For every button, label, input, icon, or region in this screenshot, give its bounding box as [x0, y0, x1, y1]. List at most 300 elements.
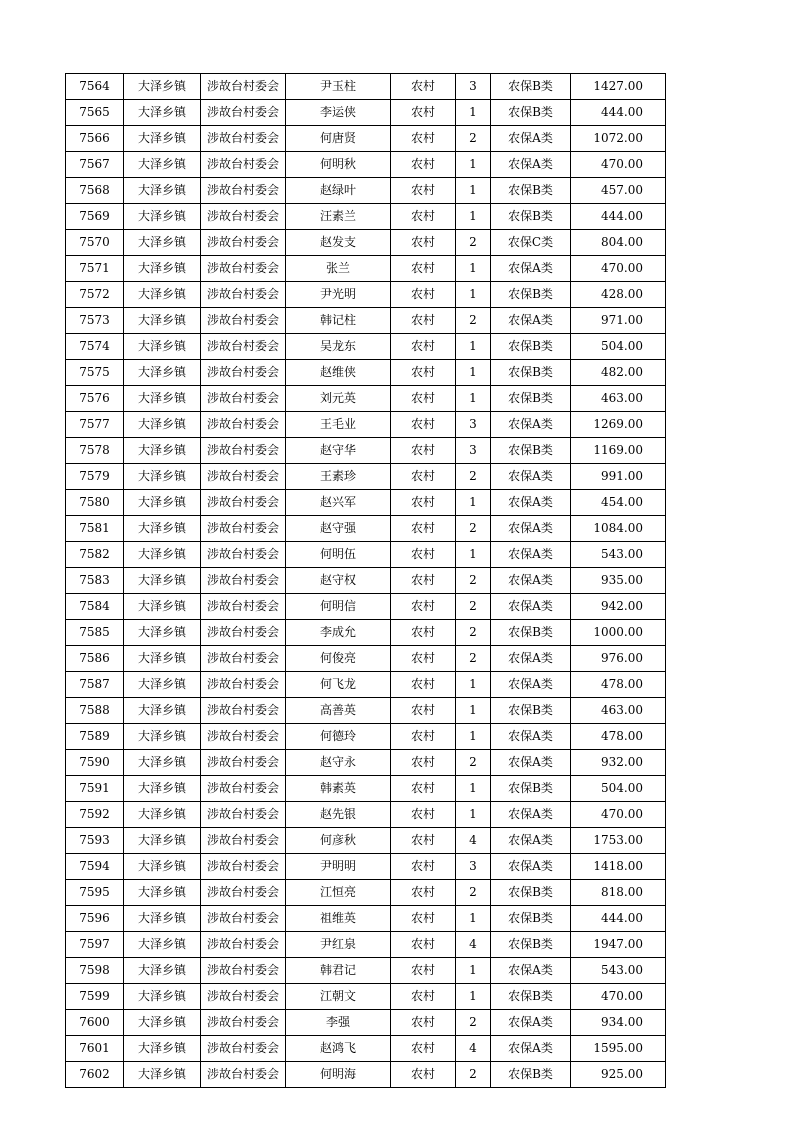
- cell-village: 涉故台村委会: [201, 984, 286, 1010]
- cell-residence: 农村: [391, 334, 456, 360]
- cell-amount: 1269.00: [571, 412, 666, 438]
- cell-name: 祖维英: [286, 906, 391, 932]
- cell-residence: 农村: [391, 802, 456, 828]
- cell-category: 农保A类: [491, 1010, 571, 1036]
- cell-count: 3: [456, 412, 491, 438]
- cell-township: 大泽乡镇: [124, 594, 201, 620]
- table-row: [66, 204, 666, 230]
- table-row: [66, 776, 666, 802]
- cell-residence: 农村: [391, 568, 456, 594]
- cell-name: 张兰: [286, 256, 391, 282]
- cell-category: 农保A类: [491, 542, 571, 568]
- cell-category: 农保B类: [491, 178, 571, 204]
- cell-residence: 农村: [391, 178, 456, 204]
- cell-township: 大泽乡镇: [124, 932, 201, 958]
- cell-category: 农保B类: [491, 204, 571, 230]
- cell-amount: 976.00: [571, 646, 666, 672]
- cell-name: 赵先银: [286, 802, 391, 828]
- cell-category: 农保A类: [491, 854, 571, 880]
- cell-name: 江恒亮: [286, 880, 391, 906]
- cell-category: 农保B类: [491, 932, 571, 958]
- cell-count: 4: [456, 932, 491, 958]
- cell-township: 大泽乡镇: [124, 464, 201, 490]
- cell-name: 韩君记: [286, 958, 391, 984]
- cell-name: 赵守华: [286, 438, 391, 464]
- cell-category: 农保A类: [491, 1036, 571, 1062]
- cell-residence: 农村: [391, 100, 456, 126]
- cell-category: 农保A类: [491, 724, 571, 750]
- cell-township: 大泽乡镇: [124, 412, 201, 438]
- cell-village: 涉故台村委会: [201, 126, 286, 152]
- cell-id: 7574: [66, 334, 124, 360]
- cell-name: 尹玉柱: [286, 74, 391, 100]
- cell-amount: 470.00: [571, 256, 666, 282]
- cell-township: 大泽乡镇: [124, 906, 201, 932]
- cell-id: 7571: [66, 256, 124, 282]
- table-row: [66, 490, 666, 516]
- table-row: [66, 412, 666, 438]
- cell-village: 涉故台村委会: [201, 74, 286, 100]
- cell-category: 农保B类: [491, 1062, 571, 1088]
- cell-count: 2: [456, 230, 491, 256]
- cell-village: 涉故台村委会: [201, 646, 286, 672]
- table-row: [66, 1010, 666, 1036]
- cell-name: 赵兴军: [286, 490, 391, 516]
- cell-category: 农保B类: [491, 360, 571, 386]
- cell-residence: 农村: [391, 594, 456, 620]
- table-row: [66, 750, 666, 776]
- cell-category: 农保A类: [491, 412, 571, 438]
- cell-count: 1: [456, 490, 491, 516]
- cell-id: 7566: [66, 126, 124, 152]
- cell-township: 大泽乡镇: [124, 854, 201, 880]
- cell-amount: 482.00: [571, 360, 666, 386]
- cell-id: 7598: [66, 958, 124, 984]
- table-row: [66, 724, 666, 750]
- cell-residence: 农村: [391, 412, 456, 438]
- cell-residence: 农村: [391, 958, 456, 984]
- cell-residence: 农村: [391, 1010, 456, 1036]
- cell-name: 赵守永: [286, 750, 391, 776]
- cell-category: 农保B类: [491, 984, 571, 1010]
- cell-name: 尹光明: [286, 282, 391, 308]
- cell-residence: 农村: [391, 672, 456, 698]
- cell-township: 大泽乡镇: [124, 1010, 201, 1036]
- cell-residence: 农村: [391, 776, 456, 802]
- cell-township: 大泽乡镇: [124, 958, 201, 984]
- cell-name: 赵鸿飞: [286, 1036, 391, 1062]
- cell-amount: 932.00: [571, 750, 666, 776]
- cell-id: 7585: [66, 620, 124, 646]
- cell-residence: 农村: [391, 698, 456, 724]
- cell-village: 涉故台村委会: [201, 906, 286, 932]
- cell-amount: 470.00: [571, 802, 666, 828]
- cell-category: 农保A类: [491, 594, 571, 620]
- cell-count: 1: [456, 906, 491, 932]
- cell-township: 大泽乡镇: [124, 256, 201, 282]
- cell-township: 大泽乡镇: [124, 438, 201, 464]
- cell-count: 2: [456, 750, 491, 776]
- cell-id: 7601: [66, 1036, 124, 1062]
- cell-id: 7567: [66, 152, 124, 178]
- cell-residence: 农村: [391, 386, 456, 412]
- cell-name: 赵守强: [286, 516, 391, 542]
- cell-name: 李运侠: [286, 100, 391, 126]
- cell-amount: 935.00: [571, 568, 666, 594]
- cell-township: 大泽乡镇: [124, 750, 201, 776]
- cell-name: 汪素兰: [286, 204, 391, 230]
- cell-amount: 478.00: [571, 724, 666, 750]
- cell-id: 7594: [66, 854, 124, 880]
- cell-village: 涉故台村委会: [201, 490, 286, 516]
- cell-amount: 1169.00: [571, 438, 666, 464]
- cell-village: 涉故台村委会: [201, 516, 286, 542]
- cell-residence: 农村: [391, 542, 456, 568]
- table-row: [66, 178, 666, 204]
- cell-id: 7569: [66, 204, 124, 230]
- table-row: [66, 334, 666, 360]
- cell-category: 农保A类: [491, 516, 571, 542]
- cell-amount: 463.00: [571, 386, 666, 412]
- cell-count: 1: [456, 698, 491, 724]
- cell-category: 农保A类: [491, 672, 571, 698]
- records-table: [65, 73, 666, 1088]
- cell-category: 农保C类: [491, 230, 571, 256]
- cell-name: 王素珍: [286, 464, 391, 490]
- cell-name: 赵绿叶: [286, 178, 391, 204]
- cell-residence: 农村: [391, 464, 456, 490]
- cell-village: 涉故台村委会: [201, 282, 286, 308]
- cell-township: 大泽乡镇: [124, 360, 201, 386]
- cell-count: 4: [456, 828, 491, 854]
- cell-id: 7564: [66, 74, 124, 100]
- cell-category: 农保A类: [491, 828, 571, 854]
- cell-id: 7595: [66, 880, 124, 906]
- cell-name: 刘元英: [286, 386, 391, 412]
- cell-township: 大泽乡镇: [124, 1036, 201, 1062]
- cell-village: 涉故台村委会: [201, 958, 286, 984]
- cell-township: 大泽乡镇: [124, 776, 201, 802]
- cell-id: 7584: [66, 594, 124, 620]
- cell-name: 江朝文: [286, 984, 391, 1010]
- cell-count: 2: [456, 516, 491, 542]
- cell-village: 涉故台村委会: [201, 568, 286, 594]
- cell-residence: 农村: [391, 828, 456, 854]
- cell-amount: 1084.00: [571, 516, 666, 542]
- cell-residence: 农村: [391, 854, 456, 880]
- table-row: [66, 698, 666, 724]
- cell-residence: 农村: [391, 152, 456, 178]
- cell-residence: 农村: [391, 906, 456, 932]
- cell-count: 1: [456, 776, 491, 802]
- cell-residence: 农村: [391, 1062, 456, 1088]
- cell-village: 涉故台村委会: [201, 542, 286, 568]
- cell-count: 1: [456, 802, 491, 828]
- cell-amount: 1947.00: [571, 932, 666, 958]
- cell-id: 7582: [66, 542, 124, 568]
- cell-category: 农保B类: [491, 906, 571, 932]
- cell-id: 7573: [66, 308, 124, 334]
- cell-count: 2: [456, 126, 491, 152]
- table-row: [66, 230, 666, 256]
- cell-residence: 农村: [391, 880, 456, 906]
- cell-village: 涉故台村委会: [201, 412, 286, 438]
- cell-village: 涉故台村委会: [201, 1062, 286, 1088]
- table-row: [66, 594, 666, 620]
- cell-township: 大泽乡镇: [124, 126, 201, 152]
- cell-category: 农保B类: [491, 100, 571, 126]
- cell-village: 涉故台村委会: [201, 620, 286, 646]
- cell-id: 7577: [66, 412, 124, 438]
- cell-amount: 543.00: [571, 542, 666, 568]
- cell-category: 农保B类: [491, 880, 571, 906]
- cell-count: 2: [456, 880, 491, 906]
- cell-township: 大泽乡镇: [124, 620, 201, 646]
- cell-township: 大泽乡镇: [124, 308, 201, 334]
- cell-category: 农保A类: [491, 126, 571, 152]
- cell-village: 涉故台村委会: [201, 308, 286, 334]
- cell-amount: 942.00: [571, 594, 666, 620]
- cell-id: 7592: [66, 802, 124, 828]
- cell-amount: 934.00: [571, 1010, 666, 1036]
- table-row: [66, 646, 666, 672]
- cell-count: 2: [456, 464, 491, 490]
- cell-id: 7589: [66, 724, 124, 750]
- cell-id: 7580: [66, 490, 124, 516]
- cell-village: 涉故台村委会: [201, 1036, 286, 1062]
- cell-id: 7570: [66, 230, 124, 256]
- cell-id: 7568: [66, 178, 124, 204]
- cell-township: 大泽乡镇: [124, 646, 201, 672]
- cell-township: 大泽乡镇: [124, 334, 201, 360]
- cell-count: 1: [456, 282, 491, 308]
- cell-township: 大泽乡镇: [124, 74, 201, 100]
- cell-count: 4: [456, 1036, 491, 1062]
- table-row: [66, 958, 666, 984]
- cell-amount: 1072.00: [571, 126, 666, 152]
- cell-id: 7602: [66, 1062, 124, 1088]
- table-sheet: [65, 73, 666, 1088]
- cell-village: 涉故台村委会: [201, 594, 286, 620]
- cell-count: 1: [456, 984, 491, 1010]
- cell-category: 农保A类: [491, 646, 571, 672]
- cell-amount: 463.00: [571, 698, 666, 724]
- cell-amount: 543.00: [571, 958, 666, 984]
- cell-count: 1: [456, 152, 491, 178]
- cell-count: 2: [456, 594, 491, 620]
- table-row: [66, 672, 666, 698]
- cell-id: 7578: [66, 438, 124, 464]
- cell-amount: 470.00: [571, 152, 666, 178]
- cell-amount: 504.00: [571, 776, 666, 802]
- cell-category: 农保B类: [491, 386, 571, 412]
- cell-category: 农保A类: [491, 568, 571, 594]
- cell-township: 大泽乡镇: [124, 178, 201, 204]
- cell-township: 大泽乡镇: [124, 1062, 201, 1088]
- cell-id: 7590: [66, 750, 124, 776]
- cell-village: 涉故台村委会: [201, 178, 286, 204]
- cell-id: 7581: [66, 516, 124, 542]
- table-row: [66, 802, 666, 828]
- cell-id: 7599: [66, 984, 124, 1010]
- cell-count: 2: [456, 308, 491, 334]
- table-row: [66, 880, 666, 906]
- table-row: [66, 542, 666, 568]
- table-row: [66, 984, 666, 1010]
- cell-village: 涉故台村委会: [201, 724, 286, 750]
- cell-township: 大泽乡镇: [124, 490, 201, 516]
- table-row: [66, 906, 666, 932]
- cell-township: 大泽乡镇: [124, 542, 201, 568]
- table-row: [66, 1062, 666, 1088]
- cell-amount: 818.00: [571, 880, 666, 906]
- cell-count: 1: [456, 724, 491, 750]
- table-row: [66, 386, 666, 412]
- cell-village: 涉故台村委会: [201, 464, 286, 490]
- cell-count: 1: [456, 360, 491, 386]
- cell-residence: 农村: [391, 750, 456, 776]
- cell-id: 7565: [66, 100, 124, 126]
- cell-category: 农保B类: [491, 74, 571, 100]
- table-row: [66, 74, 666, 100]
- cell-village: 涉故台村委会: [201, 828, 286, 854]
- cell-township: 大泽乡镇: [124, 230, 201, 256]
- cell-village: 涉故台村委会: [201, 204, 286, 230]
- cell-township: 大泽乡镇: [124, 698, 201, 724]
- cell-category: 农保B类: [491, 698, 571, 724]
- cell-village: 涉故台村委会: [201, 1010, 286, 1036]
- cell-category: 农保A类: [491, 256, 571, 282]
- cell-village: 涉故台村委会: [201, 698, 286, 724]
- cell-count: 1: [456, 958, 491, 984]
- cell-village: 涉故台村委会: [201, 438, 286, 464]
- cell-township: 大泽乡镇: [124, 100, 201, 126]
- cell-residence: 农村: [391, 646, 456, 672]
- cell-category: 农保A类: [491, 308, 571, 334]
- cell-name: 韩记柱: [286, 308, 391, 334]
- cell-village: 涉故台村委会: [201, 334, 286, 360]
- cell-amount: 428.00: [571, 282, 666, 308]
- table-row: [66, 256, 666, 282]
- cell-id: 7576: [66, 386, 124, 412]
- table-row: [66, 828, 666, 854]
- cell-village: 涉故台村委会: [201, 360, 286, 386]
- table-row: [66, 308, 666, 334]
- cell-residence: 农村: [391, 256, 456, 282]
- table-row: [66, 932, 666, 958]
- cell-name: 赵守权: [286, 568, 391, 594]
- cell-id: 7586: [66, 646, 124, 672]
- table-row: [66, 126, 666, 152]
- cell-township: 大泽乡镇: [124, 828, 201, 854]
- cell-residence: 农村: [391, 282, 456, 308]
- table-row: [66, 282, 666, 308]
- table-row: [66, 360, 666, 386]
- cell-id: 7587: [66, 672, 124, 698]
- cell-id: 7597: [66, 932, 124, 958]
- cell-category: 农保A类: [491, 152, 571, 178]
- cell-category: 农保A类: [491, 464, 571, 490]
- cell-village: 涉故台村委会: [201, 230, 286, 256]
- cell-count: 2: [456, 620, 491, 646]
- cell-township: 大泽乡镇: [124, 516, 201, 542]
- cell-residence: 农村: [391, 126, 456, 152]
- cell-amount: 457.00: [571, 178, 666, 204]
- cell-amount: 804.00: [571, 230, 666, 256]
- cell-count: 1: [456, 100, 491, 126]
- cell-name: 赵发支: [286, 230, 391, 256]
- cell-id: 7575: [66, 360, 124, 386]
- table-row: [66, 464, 666, 490]
- cell-amount: 1418.00: [571, 854, 666, 880]
- cell-name: 何明信: [286, 594, 391, 620]
- cell-count: 2: [456, 646, 491, 672]
- cell-name: 何明秋: [286, 152, 391, 178]
- cell-amount: 504.00: [571, 334, 666, 360]
- cell-category: 农保B类: [491, 620, 571, 646]
- cell-count: 3: [456, 854, 491, 880]
- cell-residence: 农村: [391, 74, 456, 100]
- table-body: [66, 74, 666, 1088]
- cell-township: 大泽乡镇: [124, 984, 201, 1010]
- cell-name: 何飞龙: [286, 672, 391, 698]
- cell-village: 涉故台村委会: [201, 386, 286, 412]
- cell-amount: 1427.00: [571, 74, 666, 100]
- cell-township: 大泽乡镇: [124, 880, 201, 906]
- cell-village: 涉故台村委会: [201, 100, 286, 126]
- cell-residence: 农村: [391, 1036, 456, 1062]
- cell-amount: 454.00: [571, 490, 666, 516]
- cell-count: 1: [456, 542, 491, 568]
- cell-id: 7572: [66, 282, 124, 308]
- cell-category: 农保A类: [491, 750, 571, 776]
- cell-category: 农保B类: [491, 438, 571, 464]
- cell-name: 尹红泉: [286, 932, 391, 958]
- cell-count: 2: [456, 568, 491, 594]
- cell-township: 大泽乡镇: [124, 152, 201, 178]
- cell-amount: 444.00: [571, 100, 666, 126]
- cell-category: 农保B类: [491, 282, 571, 308]
- cell-count: 1: [456, 256, 491, 282]
- cell-id: 7591: [66, 776, 124, 802]
- cell-name: 何明伍: [286, 542, 391, 568]
- cell-id: 7593: [66, 828, 124, 854]
- cell-village: 涉故台村委会: [201, 750, 286, 776]
- cell-residence: 农村: [391, 360, 456, 386]
- cell-category: 农保A类: [491, 958, 571, 984]
- cell-residence: 农村: [391, 516, 456, 542]
- cell-township: 大泽乡镇: [124, 204, 201, 230]
- cell-count: 3: [456, 438, 491, 464]
- table-row: [66, 620, 666, 646]
- cell-amount: 971.00: [571, 308, 666, 334]
- cell-village: 涉故台村委会: [201, 672, 286, 698]
- cell-village: 涉故台村委会: [201, 880, 286, 906]
- cell-name: 李成允: [286, 620, 391, 646]
- cell-amount: 444.00: [571, 906, 666, 932]
- cell-township: 大泽乡镇: [124, 386, 201, 412]
- cell-amount: 1595.00: [571, 1036, 666, 1062]
- cell-name: 吴龙东: [286, 334, 391, 360]
- cell-count: 1: [456, 672, 491, 698]
- cell-township: 大泽乡镇: [124, 672, 201, 698]
- cell-residence: 农村: [391, 230, 456, 256]
- cell-id: 7583: [66, 568, 124, 594]
- cell-amount: 925.00: [571, 1062, 666, 1088]
- cell-township: 大泽乡镇: [124, 282, 201, 308]
- table-row: [66, 568, 666, 594]
- cell-name: 尹明明: [286, 854, 391, 880]
